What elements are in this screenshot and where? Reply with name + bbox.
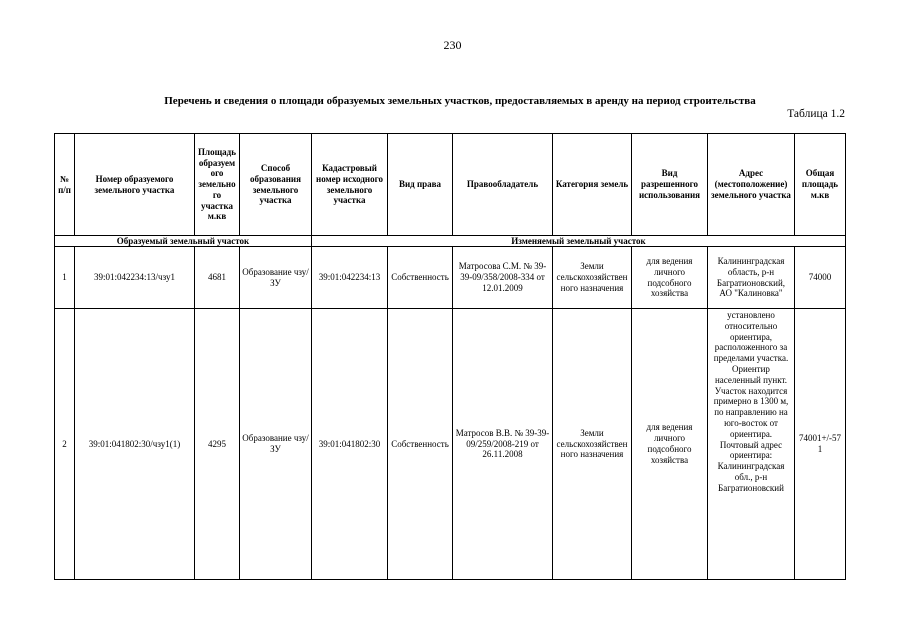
header-owner: Правообладатель xyxy=(453,134,553,236)
cell-num: 1 xyxy=(55,247,75,309)
group-header-row xyxy=(55,236,846,247)
group-formed: Образуемый земельный участок xyxy=(55,236,312,247)
cell-use: для ведения личного подсобного хозяйства xyxy=(632,247,708,309)
cell-cadastral: 39:01:041802:30 xyxy=(312,309,388,580)
cell-area: 4681 xyxy=(195,247,240,309)
cell-cadastral: 39:01:042234:13 xyxy=(312,247,388,309)
header-total-area: Общая площадь м.кв xyxy=(795,134,846,236)
cell-address: установлено относительно ориентира, расположенного за пределами участка. Ориентир населенный пункт. Участок находится примерно в 1300 м, по направлению на юго-восток от ориентира. Почтовый адрес ориентира: Калининградская обл., р-н Багратионовский xyxy=(708,309,795,580)
header-area: Площадь образуемого земельного участка м.кв xyxy=(195,134,240,236)
header-right-type: Вид права xyxy=(388,134,453,236)
cell-category: Земли сельскохозяйственного назначения xyxy=(553,309,632,580)
table-caption: Таблица 1.2 xyxy=(787,108,845,120)
cell-total-area: 74001+/-571 xyxy=(795,309,846,580)
cell-method: Образование чзу/ЗУ xyxy=(240,247,312,309)
cell-num: 2 xyxy=(55,309,75,580)
cell-right-type: Собственность xyxy=(388,247,453,309)
page-number: 230 xyxy=(443,38,462,52)
document-title: Перечень и сведения о площади образуемых земельных участков, предоставляемых в аренду на период строительства xyxy=(164,95,756,107)
header-cadastral: Кадастровый номер исходного земельного участка xyxy=(312,134,388,236)
cell-parcel-number: 39:01:042234:13/чзу1 xyxy=(75,247,195,309)
cell-owner: Матросова С.М. № 39-39-09/358/2008-334 от 12.01.2009 xyxy=(453,247,553,309)
header-row xyxy=(55,134,846,236)
cell-address: Калининградская область, р-н Багратионовский, АО "Калиновка" xyxy=(708,247,795,309)
header-category: Категория земель xyxy=(553,134,632,236)
land-parcels-table xyxy=(54,133,846,580)
header-use: Вид разрешенного использования xyxy=(632,134,708,236)
cell-owner: Матросов В.В. № 39-39-09/259/2008-219 от 26.11.2008 xyxy=(453,309,553,580)
cell-area: 4295 xyxy=(195,309,240,580)
cell-right-type: Собственность xyxy=(388,309,453,580)
cell-method: Образование чзу/ЗУ xyxy=(240,309,312,580)
header-parcel-number: Номер образуемого земельного участка xyxy=(75,134,195,236)
cell-use: для ведения личного подсобного хозяйства xyxy=(632,309,708,580)
table-row xyxy=(55,247,846,309)
cell-total-area: 74000 xyxy=(795,247,846,309)
header-address: Адрес (местоположение) земельного участка xyxy=(708,134,795,236)
cell-parcel-number: 39:01:041802:30/чзу1(1) xyxy=(75,309,195,580)
header-method: Способ образования земельного участка xyxy=(240,134,312,236)
header-num: № п/п xyxy=(55,134,75,236)
group-changed: Изменяемый земельный участок xyxy=(312,236,846,247)
table-row xyxy=(55,309,846,580)
cell-category: Земли сельскохозяйственного назначения xyxy=(553,247,632,309)
